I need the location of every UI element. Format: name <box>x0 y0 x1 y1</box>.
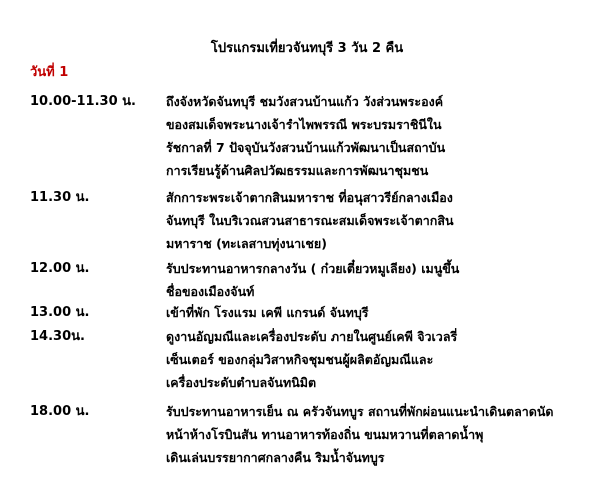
description-line: สักการะพระเจ้าตากสินมหาราช ที่อนุสาวรีย์กลางเมือง <box>166 190 453 205</box>
description-line: เครื่องประดับตำบลจันทนิมิต <box>166 375 317 390</box>
description-line: มหาราช (ทะเลสาบทุ่งนาเชย) <box>166 236 327 251</box>
schedule-time: 11.30 น. <box>30 190 90 205</box>
schedule-description <box>166 90 445 182</box>
description-line: ดูงานอัญมณีและเครื่องประดับ ภายในศูนย์เคพี จิวเวลรี่ <box>166 329 458 344</box>
description-line: เซ็นเตอร์ ของกลุ่มวิสาหกิจชุมชนผู้ผลิตอัญมณีและ <box>166 352 434 367</box>
description-line: รับประทานอาหารเย็น ณ ครัวจันทบูร สถานที่พักผ่อนแนะนำเดินตลาดนัด <box>166 404 554 419</box>
schedule-time: 13.00 น. <box>30 305 90 320</box>
description-line: จันทบุรี ในบริเวณสวนสาธารณะสมเด็จพระเจ้าตากสิน <box>166 213 454 228</box>
schedule-time: 10.00-11.30 น. <box>30 94 136 109</box>
schedule-description <box>166 186 454 255</box>
description-line: ชื่อของเมืองจันท์ <box>166 284 255 299</box>
description-line: หน้าห้างโรบินสัน ทานอาหารท้องถิ่น ขนมหวานที่ตลาดน้ำพุ <box>166 427 484 442</box>
schedule-description <box>166 400 554 469</box>
description-line: เดินเล่นบรรยากาศกลางคืน ริมน้ำจันทบูร <box>166 450 385 465</box>
description-line: การเรียนรู้ด้านศิลปวัฒธรรมและการพัฒนาชุมชน <box>166 163 429 178</box>
schedule-description <box>166 257 459 303</box>
description-line: ของสมเด็จพระนางเจ้ารำไพพรรณี พระบรมราชินีใน <box>166 117 442 132</box>
description-line: เข้าที่พัก โรงแรม เคพี แกรนด์ จันทบุรี <box>166 305 369 320</box>
page-title: โปรแกรมเที่ยวจันทบุรี 3 วัน 2 คืน <box>210 41 404 56</box>
description-line: รัชกาลที่ 7 ปัจจุบันวังสวนบ้านแก้วพัฒนาเป็นสถาบัน <box>166 140 446 155</box>
day-heading: วันที่ 1 <box>30 65 69 80</box>
schedule-description <box>166 325 457 394</box>
schedule-time: 12.00 น. <box>30 261 90 276</box>
schedule-time: 14.30น. <box>30 329 85 344</box>
schedule-time: 18.00 น. <box>30 404 90 419</box>
schedule-description <box>166 301 368 324</box>
description-line: ถึงจังหวัดจันทบุรี ชมวังสวนบ้านแก้ว วังส่วนพระองค์ <box>166 94 444 109</box>
description-line: รับประทานอาหารกลางวัน ( ก๋วยเตี๋ยวหมูเลียง) เมนูขึ้น <box>166 261 460 276</box>
